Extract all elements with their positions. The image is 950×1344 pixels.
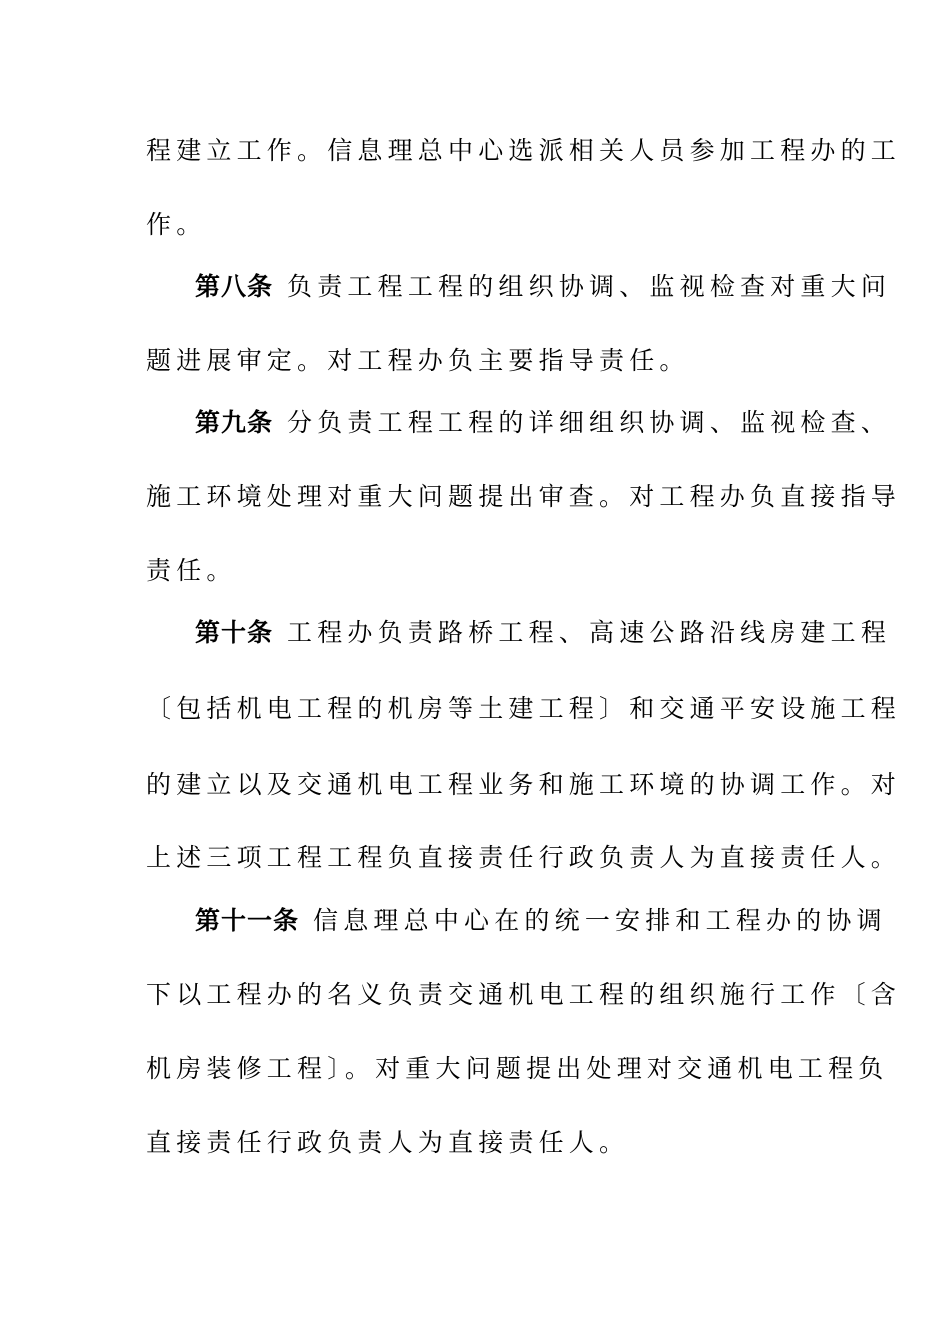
body-line xyxy=(146,843,902,873)
line-text: 程建立工作。信息理总中心选派相关人员参加工程办的工 xyxy=(146,136,902,165)
article-number: 第十条 xyxy=(195,618,274,647)
article-9-line xyxy=(195,408,892,438)
body-line xyxy=(146,346,806,376)
line-text: 〔包括机电工程的机房等土建工程〕和交通平安设施工程 xyxy=(146,694,902,723)
article-number: 第八条 xyxy=(195,272,274,301)
article-11-line xyxy=(195,906,887,936)
line-text: 题进展审定。对工程办负主要指导责任。 xyxy=(146,346,690,375)
body-line xyxy=(146,980,902,1010)
body-line xyxy=(146,1054,889,1084)
article-8-line xyxy=(195,272,892,302)
body-line xyxy=(146,556,806,586)
line-text: 工程办负责路桥工程、高速公路沿线房建工程 xyxy=(287,618,892,647)
line-text: 信息理总中心在的统一安排和工程办的协调 xyxy=(313,906,887,935)
article-10-line xyxy=(195,618,892,648)
line-text: 直接责任行政负责人为直接责任人。 xyxy=(146,1128,630,1157)
line-text: 作。 xyxy=(146,210,207,239)
line-text: 上述三项工程工程负直接责任行政负责人为直接责任人。 xyxy=(146,843,902,872)
line-text: 责任。 xyxy=(146,556,237,585)
body-line xyxy=(146,482,902,512)
body-line xyxy=(146,770,902,800)
line-text: 机房装修工程〕。对重大问题提出处理对交通机电工程负 xyxy=(146,1054,889,1083)
body-line xyxy=(146,1128,806,1158)
line-text: 分负责工程工程的详细组织协调、监视检查、 xyxy=(287,408,892,437)
line-text: 的建立以及交通机电工程业务和施工环境的协调工作。对 xyxy=(146,770,902,799)
article-number: 第十一条 xyxy=(195,906,300,935)
body-line xyxy=(146,210,806,240)
body-line xyxy=(146,136,902,166)
body-line xyxy=(146,694,902,724)
line-text: 施工环境处理对重大问题提出审查。对工程办负直接指导 xyxy=(146,482,902,511)
line-text: 下以工程办的名义负责交通机电工程的组织施行工作〔含 xyxy=(146,980,902,1009)
article-number: 第九条 xyxy=(195,408,274,437)
line-text: 负责工程工程的组织协调、监视检查对重大问 xyxy=(287,272,892,301)
